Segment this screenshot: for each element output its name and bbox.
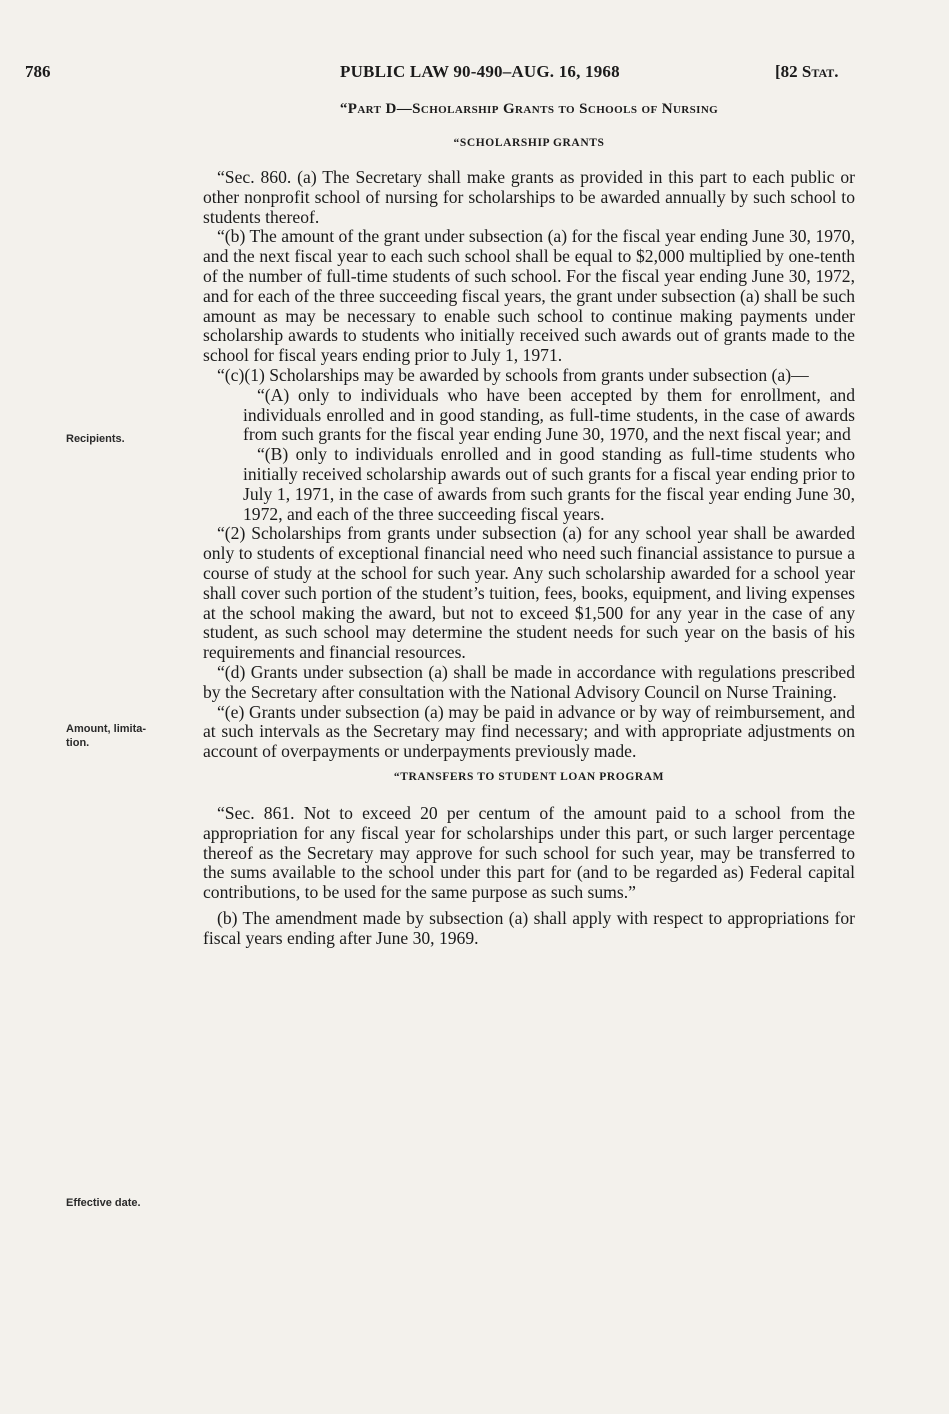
margin-note-amount-limitation (66, 722, 186, 750)
paragraph-sec-860-e: “(e) Grants under subsection (a) may be paid in advance or by way of reimbursement, and at such intervals as the Secretary may find necessary; and with appropriate adjustments on account of overpayments or underpayments previously made. (203, 701, 855, 762)
margin-note-recipients: Recipients. (66, 433, 125, 445)
margin-note-amount-line-2: tion. (66, 737, 90, 749)
paragraph-sec-861: “Sec. 861. Not to exceed 20 per centum of the amount paid to a school from the appropriation for any fiscal year for scholarships under this part, or such larger percentage thereof as the Secretary may approve for such school for such year, may be transferred to the sums available to the school under this part for (and to be regarded as) Federal capital contributions, to be used for the same purpose as such sums.” (203, 802, 855, 903)
paragraph-sec-860-d: “(d) Grants under subsection (a) shall be made in accordance with regulations prescribed by the Secretary after consultation with the National Advisory Council on Nurse Training. (203, 661, 855, 702)
statute-reference-word: Stat. (801, 62, 839, 81)
paragraph-sec-860-c1-b: “(B) only to individuals enrolled and in good standing as full-time students who initially received scholarship awards out of such grants for a fiscal year ending prior to July 1, 1971, in the case of awards from such grants for the fiscal year ending June 30, 1972, and each of the three succeeding fiscal years. (243, 444, 855, 524)
scholarship-grants-heading: “SCHOLARSHIP GRANTS (453, 137, 605, 149)
paragraph-sec-860-c1: “(c)(1) Scholarships may be awarded by schools from grants under subsection (a)— (217, 364, 809, 385)
part-heading: “Part D—Scholarship Grants to Schools of Nursing (339, 101, 719, 117)
running-title: PUBLIC LAW 90-490–AUG. 16, 1968 (340, 62, 620, 81)
paragraph-sec-860-b: “(b) The amount of the grant under subsection (a) for the fiscal year ending June 30, 1970, and the next fiscal year to each such school shall be equal to $2,000 multiplied by one-tenth of the number of full-time students of such school. For the fiscal year ending June 30, 1972, and for each of the three succeeding fiscal years, the grant under subsection (a) shall be such amount as may be necessary to enable such school to continue making payments under scholarship awards to students who initially received such awards out of grants made to the school for fiscal years ending prior to July 1, 1971. (203, 226, 855, 366)
statute-reference-open: [82 (775, 62, 802, 81)
paragraph-effective-b: (b) The amendment made by subsection (a) shall apply with respect to appropriations for fiscal years ending after June 30, 1969. (203, 907, 855, 948)
margin-note-effective-date: Effective date. (66, 1197, 141, 1209)
statute-reference (775, 62, 839, 82)
paragraph-sec-860-a: “Sec. 860. (a) The Secretary shall make grants as provided in this part to each public or other nonprofit school of nursing for scholarships to be awarded annually by such school to students thereof. (203, 167, 855, 227)
margin-note-amount-line-1: Amount, limita- (66, 723, 147, 735)
main-text (203, 100, 855, 948)
paragraph-sec-860-c1-a: “(A) only to individuals who have been accepted by them for enrollment, and individuals enrolled and in good standing, as full-time students, in the case of awards from such grants for the fiscal year ending June 30, 1970, and the next fiscal year; and (243, 384, 855, 445)
paragraph-sec-860-c2: “(2) Scholarships from grants under subsection (a) for any school year shall be awarded only to students of exceptional financial need who need such financial assistance to pursue a course of study at the school for such year. Any such scholarship awarded for a school year shall cover such portion of the student’s tuition, fees, books, equipment, and living expenses at the school making the award, but not to exceed $1,500 for any year in the case of any student, as such school may determine the student needs for such year on the basis of his requirements and financial resources. (203, 523, 855, 663)
page-number: 786 (25, 62, 51, 81)
transfers-heading: “TRANSFERS TO STUDENT LOAN PROGRAM (393, 770, 665, 783)
